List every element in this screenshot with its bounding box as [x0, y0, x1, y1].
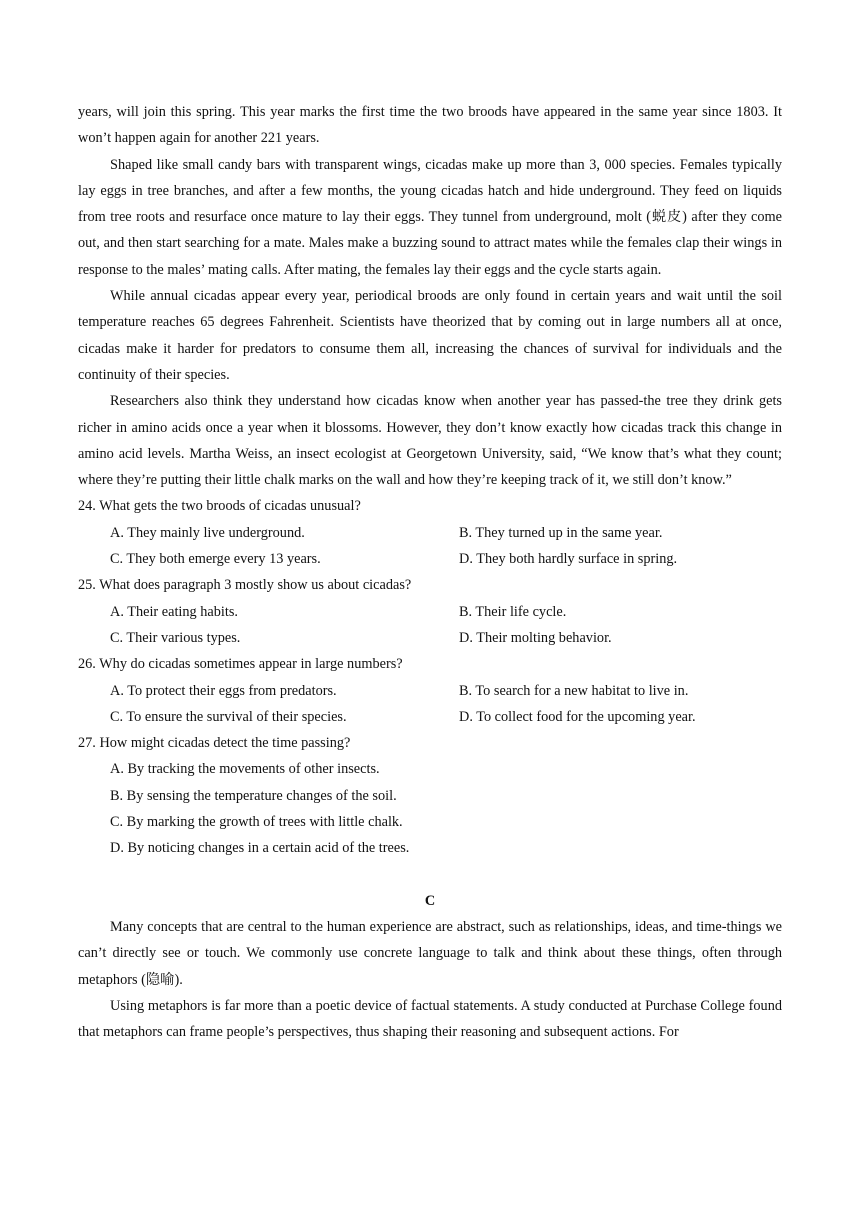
option-a: A. To protect their eggs from predators.: [110, 682, 337, 699]
question-stem: 25. What does paragraph 3 mostly show us about cicadas?: [78, 577, 412, 594]
option-c: C. By marking the growth of trees with little chalk.: [110, 814, 403, 831]
option-d: D. They both hardly surface in spring.: [459, 551, 678, 568]
question-24: [78, 493, 782, 572]
option-c: C. To ensure the survival of their species.: [110, 708, 347, 725]
paragraph-continuation: years, will join this spring. This year marks the first time the two broods have appeared in the same year since 1803. It won’t happen again for another 221 years.: [78, 104, 782, 147]
paragraph-metaphors-study: Using metaphors is far more than a poetic device of factual statements. A study conducted at Purchase College found that metaphors can frame people’s perspectives, thus shaping their reasoning and subsequent actions. For: [78, 997, 782, 1041]
option-d: D. To collect food for the upcoming year.: [459, 708, 696, 725]
option-d: D. Their molting behavior.: [459, 629, 612, 646]
option-c: C. Their various types.: [110, 629, 241, 646]
question-options: [78, 599, 782, 652]
option-b: B. By sensing the temperature changes of the soil.: [110, 787, 397, 804]
option-c: C. They both emerge every 13 years.: [110, 551, 321, 568]
paragraph-periodical-broods: While annual cicadas appear every year, periodical broods are only found in certain years and wait until the soil temperature reaches 65 degrees Fahrenheit. Scientists have theorized that by coming out in large numbers all at once, cicadas make it harder for predators to consume them all, increasing the chances of survival for individuals and the continuity of their species.: [78, 288, 782, 383]
question-25: [78, 572, 782, 651]
option-a: A. They mainly live underground.: [110, 524, 305, 541]
option-b: B. They turned up in the same year.: [459, 524, 663, 541]
question-27: [78, 730, 782, 861]
question-stem: 26. Why do cicadas sometimes appear in large numbers?: [78, 656, 403, 673]
question-options: [78, 520, 782, 573]
question-stem: 24. What gets the two broods of cicadas unusual?: [78, 498, 361, 515]
paragraph-abstract-concepts: Many concepts that are central to the human experience are abstract, such as relationships, ideas, and time-things we can’t directly see or touch. We commonly use concrete language to talk and think about these things, often through metaphors (隐喻).: [78, 918, 782, 988]
question-options: [78, 678, 782, 731]
section-title: C: [424, 892, 436, 909]
paragraph-life-cycle: Shaped like small candy bars with transparent wings, cicadas make up more than 3, 000 species. Females typically lay eggs in tree branches, and after a few months, the young cicadas hatch and hide underground. They feed on liquids from tree roots and resurface once mature to lay their eggs. They tunnel from underground, molt (蜕皮) after they come out, and then start searching for a mate. Males make a buzzing sound to attract mates while the females clap their wings in response to the males’ mating calls. After mating, the females lay their eggs and the cycle starts again.: [78, 156, 782, 278]
option-b: B. Their life cycle.: [459, 603, 567, 620]
question-stem: 27. How might cicadas detect the time passing?: [78, 735, 351, 752]
question-options: [78, 756, 782, 861]
paragraph-amino-acids: Researchers also think they understand how cicadas know when another year has passed-the tree they drink gets richer in amino acids once a year when it blossoms. However, they don’t know exactly how cicadas track this change in amino acid levels. Martha Weiss, an insect ecologist at Georgetown University, said, “We know that’s what they count; where they’re putting their little chalk marks on the wall and how they’re keeping track of it, we still don’t know.”: [78, 393, 782, 489]
option-b: B. To search for a new habitat to live in.: [459, 682, 689, 699]
option-a: A. Their eating habits.: [110, 603, 238, 620]
option-d: D. By noticing changes in a certain acid of the trees.: [110, 840, 410, 857]
question-26: [78, 651, 782, 730]
option-a: A. By tracking the movements of other insects.: [110, 761, 380, 778]
